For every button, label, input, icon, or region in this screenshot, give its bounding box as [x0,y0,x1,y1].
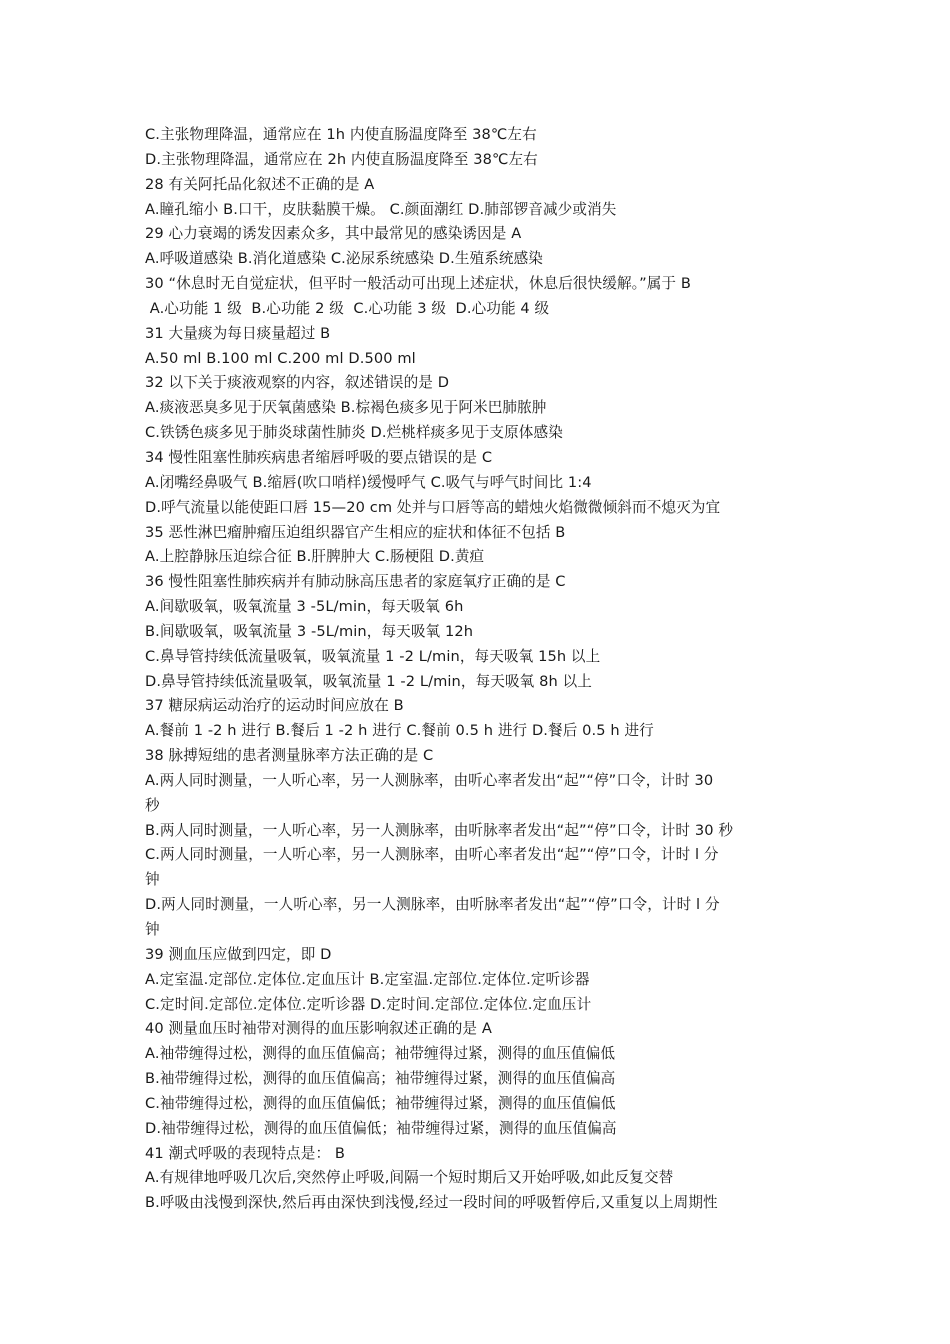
option-line: C.鼻导管持续低流量吸氧，吸氧流量 1 -2 L/min，每天吸氧 15h 以上 [145,647,601,665]
option-line: A.闭嘴经鼻吸气 B.缩唇(吹口哨样)缓慢呼气 C.吸气与呼气时间比 1:4 [145,473,592,491]
option-line: B.两人同时测量，一人听心率，另一人测脉率，由听脉率者发出“起”“停”口令，计时 30 秒 [145,821,734,839]
option-line: A.上腔静脉压迫综合征 B.肝脾肿大 C.肠梗阻 D.黄疸 [145,548,485,566]
option-line: A.呼吸道感染 B.消化道感染 C.泌尿系统感染 D.生殖系统感染 [145,250,544,268]
option-line: A.瞳孔缩小 B.口干，皮肤黏膜干燥。 C.颜面潮红 D.肺部锣音减少或消失 [145,200,617,218]
question-31: 31 大量痰为每日痰量超过 B [145,324,331,342]
option-line: C.定时间.定部位.定体位.定听诊器 D.定时间.定部位.定体位.定血压计 [145,995,592,1013]
option-line: A.间歇吸氧，吸氧流量 3 -5L/min，每天吸氧 6h [145,598,464,616]
option-line: D.袖带缠得过松，测得的血压值偏低；袖带缠得过紧，测得的血压值偏高 [145,1119,617,1137]
option-line-continuation: 钟 [145,871,160,889]
option-line-continuation: 钟 [145,921,160,938]
option-line: A.有规律地呼吸几次后,突然停止呼吸,间隔一个短时期后又开始呼吸,如此反复交替 [145,1169,674,1187]
option-line: D.鼻导管持续低流量吸氧，吸氧流量 1 -2 L/min，每天吸氧 8h 以上 [145,672,592,690]
question-28: 28 有关阿托品化叙述不正确的是 A [145,175,375,193]
question-34: 34 慢性阻塞性肺疾病患者缩唇呼吸的要点错误的是 C [145,448,493,466]
option-line: A.50 ml B.100 ml C.200 ml D.500 ml [145,349,416,367]
option-line: D.主张物理降温，通常应在 2h 内使直肠温度降至 38℃左右 [145,150,538,168]
question-40: 40 测量血压时袖带对测得的血压影响叙述正确的是 A [145,1020,492,1038]
question-41: 41 潮式呼吸的表现特点是： B [145,1144,345,1162]
question-36: 36 慢性阻塞性肺疾病并有肺动脉高压患者的家庭氧疗正确的是 C [145,573,566,591]
question-30: 30 “休息时无自觉症状，但平时一般活动可出现上述症状，休息后很快缓解。”属于 B [145,275,691,293]
question-39: 39 测血压应做到四定，即 D [145,945,332,963]
option-line: A.痰液恶臭多见于厌氧菌感染 B.棕褐色痰多见于阿米巴肺脓肿 [145,399,547,417]
option-line: B.袖带缠得过松，测得的血压值偏高；袖带缠得过紧，测得的血压值偏高 [145,1070,616,1088]
option-line: C.两人同时测量，一人听心率，另一人测脉率，由听心率者发出“起”“停”口令，计时 l 分 [145,846,719,864]
option-line: D.两人同时测量，一人听心率，另一人测脉率，由听脉率者发出“起”“停”口令，计时 l 分 [145,896,720,914]
option-line: A.心功能 1 级 B.心功能 2 级 C.心功能 3 级 D.心功能 4 级 [145,299,550,317]
question-29: 29 心力衰竭的诱发因素众多，其中最常见的感染诱因是 A [145,225,522,243]
option-line: A.袖带缠得过松，测得的血压值偏高；袖带缠得过紧，测得的血压值偏低 [145,1045,616,1063]
option-line: A.两人同时测量，一人听心率，另一人测脉率，由听心率者发出“起”“停”口令，计时 30 [145,771,714,789]
option-line: A.餐前 1 -2 h 进行 B.餐后 1 -2 h 进行 C.餐前 0.5 h 进行 D.餐后 0.5 h 进行 [145,722,654,740]
option-line: B.呼吸由浅慢到深快,然后再由深快到浅慢,经过一段时间的呼吸暂停后,又重复以上周期性 [145,1194,718,1212]
option-line: C.主张物理降温，通常应在 1h 内使直肠温度降至 38℃左右 [145,126,537,143]
question-35: 35 恶性淋巴瘤肿瘤压迫组织器官产生相应的症状和体征不包括 B [145,523,566,541]
question-38: 38 脉搏短绌的患者测量脉率方法正确的是 C [145,747,434,765]
option-line: C.袖带缠得过松，测得的血压值偏低；袖带缠得过紧，测得的血压值偏低 [145,1094,616,1112]
question-32: 32 以下关于痰液观察的内容，叙述错误的是 D [145,374,450,392]
option-line: A.定室温.定部位.定体位.定血压计 B.定室温.定部位.定体位.定听诊器 [145,970,590,988]
option-line: D.呼气流量以能使距口唇 15—20 cm 处并与口唇等高的蜡烛火焰微微倾斜而不熄灭为宜 [145,498,721,516]
option-line: B.间歇吸氧，吸氧流量 3 -5L/min，每天吸氧 12h [145,622,474,640]
option-line: C.铁锈色痰多见于肺炎球菌性肺炎 D.烂桃样痰多见于支原体感染 [145,424,563,442]
document-body [145,123,813,1216]
question-37: 37 糖尿病运动治疗的运动时间应放在 B [145,697,404,715]
option-line-continuation: 秒 [145,796,160,814]
